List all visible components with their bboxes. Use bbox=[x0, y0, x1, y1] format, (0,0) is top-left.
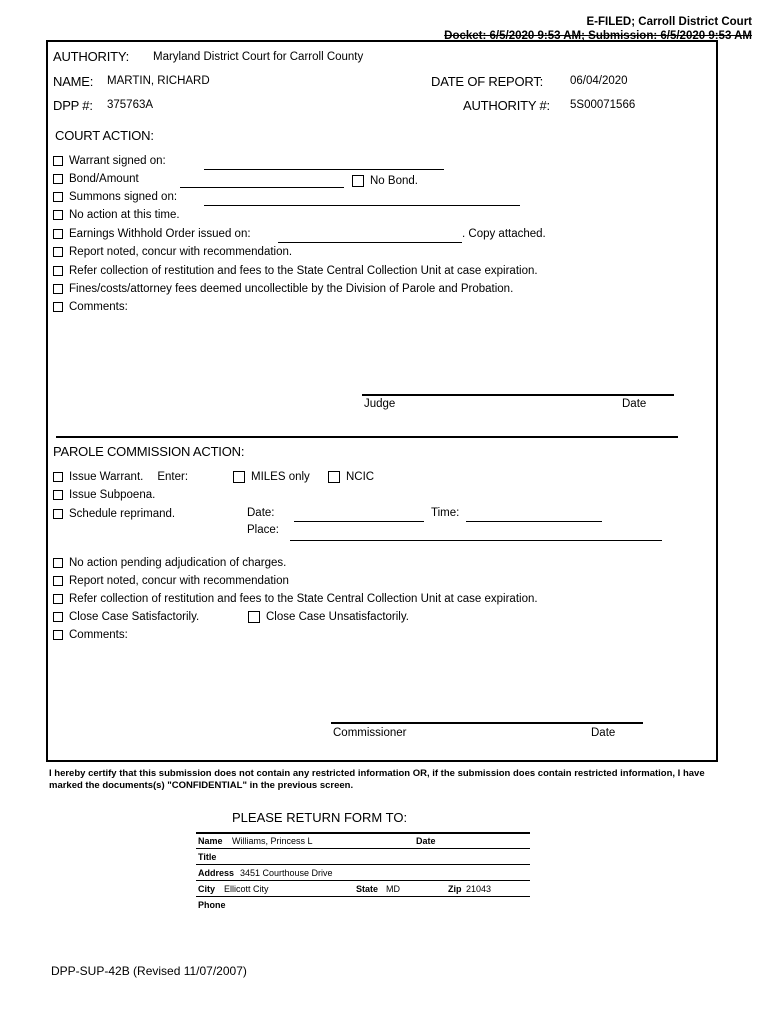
reprimand-date-label: Date: bbox=[247, 507, 275, 519]
form-revision-footer: DPP-SUP-42B (Revised 11/07/2007) bbox=[51, 964, 247, 978]
fines-checkbox[interactable] bbox=[53, 284, 63, 294]
earnings-date-line[interactable] bbox=[278, 242, 462, 243]
no-bond-label: No Bond. bbox=[370, 175, 418, 187]
return-title-row bbox=[196, 850, 530, 865]
return-address-label: Address bbox=[198, 868, 235, 878]
comments-row bbox=[53, 298, 128, 316]
report-noted-row bbox=[53, 243, 292, 261]
issue-warrant-label: Issue Warrant. bbox=[69, 471, 144, 483]
bond-row bbox=[53, 170, 139, 188]
enter-label: Enter: bbox=[157, 471, 189, 483]
miles-checkbox[interactable] bbox=[233, 471, 245, 483]
report-noted-label: Report noted, concur with recommendation. bbox=[69, 246, 293, 258]
parole-report-noted-row bbox=[53, 572, 289, 590]
date-of-report-label: DATE OF REPORT: bbox=[431, 74, 544, 89]
parole-report-noted-checkbox[interactable] bbox=[53, 576, 63, 586]
bond-label: Bond/Amount bbox=[69, 173, 139, 185]
ncic-row bbox=[328, 468, 374, 486]
return-name-row bbox=[196, 834, 530, 849]
parole-comments-checkbox[interactable] bbox=[53, 630, 63, 640]
refer-collection-checkbox[interactable] bbox=[53, 266, 63, 276]
warrant-date-line[interactable] bbox=[204, 169, 444, 170]
copy-attached-label: . Copy attached. bbox=[462, 228, 546, 240]
authority-number-value: 5S00071566 bbox=[570, 99, 636, 111]
warrant-checkbox[interactable] bbox=[53, 156, 63, 166]
issue-subpoena-checkbox[interactable] bbox=[53, 490, 63, 500]
comments-checkbox[interactable] bbox=[53, 302, 63, 312]
schedule-reprimand-checkbox[interactable] bbox=[53, 509, 63, 519]
efiled-stamp: E-FILED; Carroll District Court bbox=[586, 16, 752, 28]
commissioner-label: Commissioner bbox=[333, 727, 407, 739]
certification-text: I hereby certify that this submission does not contain any restricted information OR, if the submission does contain restricted information, I have marked the documents(s) "CONFIDENTIAL" in the previous screen. bbox=[49, 768, 705, 791]
earnings-checkbox[interactable] bbox=[53, 229, 63, 239]
no-bond-row bbox=[352, 172, 418, 190]
no-action-pending-label: No action pending adjudication of charges. bbox=[69, 557, 287, 569]
date-of-report-value: 06/04/2020 bbox=[570, 75, 628, 87]
return-state-value: MD bbox=[386, 884, 400, 894]
fines-row bbox=[53, 280, 513, 298]
close-sat-checkbox[interactable] bbox=[53, 612, 63, 622]
earnings-label: Earnings Withhold Order issued on: bbox=[69, 228, 251, 240]
warrant-label: Warrant signed on: bbox=[69, 155, 166, 167]
no-action-label: No action at this time. bbox=[69, 209, 180, 221]
report-noted-checkbox[interactable] bbox=[53, 247, 63, 257]
return-address-value: 3451 Courthouse Drive bbox=[240, 868, 333, 878]
issue-warrant-checkbox[interactable] bbox=[53, 472, 63, 482]
return-city-label: City bbox=[198, 884, 216, 894]
authority-value: Maryland District Court for Carroll County bbox=[153, 51, 364, 63]
judge-label: Judge bbox=[364, 398, 396, 410]
bond-amount-line[interactable] bbox=[180, 187, 344, 188]
no-action-pending-row bbox=[53, 554, 286, 572]
close-sat-row bbox=[53, 608, 199, 626]
name-value: MARTIN, RICHARD bbox=[107, 75, 210, 87]
judge-date-label: Date bbox=[622, 398, 647, 410]
return-title-label: Title bbox=[198, 852, 217, 862]
return-table bbox=[196, 832, 530, 922]
return-phone-row bbox=[196, 898, 530, 913]
reprimand-place-label: Place: bbox=[247, 524, 279, 536]
issue-warrant-row bbox=[53, 468, 188, 486]
parole-refer-checkbox[interactable] bbox=[53, 594, 63, 604]
close-unsat-label: Close Case Unsatisfactorily. bbox=[266, 611, 409, 623]
judge-signature-line[interactable] bbox=[362, 394, 674, 396]
issue-subpoena-row bbox=[53, 486, 155, 504]
reprimand-place-line[interactable] bbox=[290, 540, 662, 541]
reprimand-date-line[interactable] bbox=[294, 521, 424, 522]
no-action-pending-checkbox[interactable] bbox=[53, 558, 63, 568]
bond-checkbox[interactable] bbox=[53, 174, 63, 184]
return-form-title: PLEASE RETURN FORM TO: bbox=[232, 810, 408, 825]
no-action-checkbox[interactable] bbox=[53, 210, 63, 220]
miles-row bbox=[233, 468, 310, 486]
return-name-value: Williams, Princess L bbox=[232, 836, 313, 846]
summons-date-line[interactable] bbox=[204, 205, 520, 206]
miles-label: MILES only bbox=[251, 471, 310, 483]
return-name-label: Name bbox=[198, 836, 223, 846]
reprimand-time-label: Time: bbox=[431, 507, 460, 519]
fines-label: Fines/costs/attorney fees deemed uncollectible by the Division of Parole and Probation. bbox=[69, 283, 514, 295]
return-address-row bbox=[196, 866, 530, 881]
parole-refer-row bbox=[53, 590, 538, 608]
parole-report-noted-label: Report noted, concur with recommendation bbox=[69, 575, 289, 587]
authority-label: AUTHORITY: bbox=[53, 49, 130, 64]
parole-comments-row bbox=[53, 626, 128, 644]
issue-subpoena-label: Issue Subpoena. bbox=[69, 489, 156, 501]
return-date-label: Date bbox=[416, 836, 436, 846]
schedule-reprimand-row bbox=[53, 505, 175, 523]
return-state-label: State bbox=[356, 884, 379, 894]
authority-number-label: AUTHORITY #: bbox=[463, 98, 550, 113]
commissioner-date-label: Date bbox=[591, 727, 616, 739]
close-unsat-row bbox=[248, 608, 409, 626]
comments-label: Comments: bbox=[69, 301, 128, 313]
dpp-label: DPP #: bbox=[53, 98, 93, 113]
no-action-row bbox=[53, 206, 180, 224]
ncic-label: NCIC bbox=[346, 471, 375, 483]
return-phone-label: Phone bbox=[198, 900, 226, 910]
court-action-title: COURT ACTION: bbox=[55, 128, 154, 143]
parole-action-title: PAROLE COMMISSION ACTION: bbox=[53, 444, 245, 459]
return-city-row bbox=[196, 882, 530, 897]
close-sat-label: Close Case Satisfactorily. bbox=[69, 611, 200, 623]
name-label: NAME: bbox=[53, 74, 94, 89]
return-city-value: Ellicott City bbox=[224, 884, 269, 894]
warrant-row bbox=[53, 152, 166, 170]
ncic-checkbox[interactable] bbox=[328, 471, 340, 483]
no-bond-checkbox[interactable] bbox=[352, 175, 364, 187]
section-divider bbox=[56, 436, 678, 438]
schedule-reprimand-label: Schedule reprimand. bbox=[69, 508, 176, 520]
commissioner-signature-line[interactable] bbox=[331, 722, 643, 724]
refer-collection-row bbox=[53, 262, 538, 280]
close-unsat-checkbox[interactable] bbox=[248, 611, 260, 623]
docket-stamp: Docket: 6/5/2020 9:53 AM; Submission: 6/5/2020 9:53 AM bbox=[444, 30, 752, 42]
summons-row bbox=[53, 188, 177, 206]
reprimand-time-line[interactable] bbox=[466, 521, 602, 522]
earnings-row bbox=[53, 225, 251, 243]
return-zip-label: Zip bbox=[448, 884, 462, 894]
summons-checkbox[interactable] bbox=[53, 192, 63, 202]
parole-comments-label: Comments: bbox=[69, 629, 128, 641]
refer-collection-label: Refer collection of restitution and fees to the State Central Collection Unit at case expiration. bbox=[69, 265, 538, 277]
return-zip-value: 21043 bbox=[466, 884, 492, 894]
parole-refer-label: Refer collection of restitution and fees to the State Central Collection Unit at case expiration. bbox=[69, 593, 538, 605]
summons-label: Summons signed on: bbox=[69, 191, 178, 203]
dpp-value: 375763A bbox=[107, 99, 154, 111]
